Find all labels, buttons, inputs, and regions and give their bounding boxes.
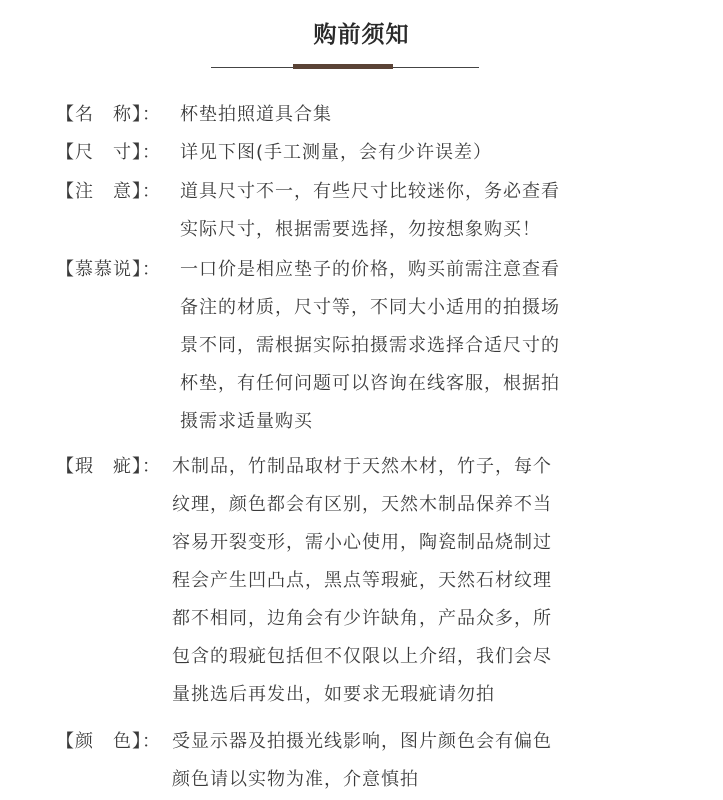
section-text-line: 实际尺寸，根据需要选择，勿按想象购买！ <box>180 219 541 240</box>
section-text-line: 景不同，需根据实际拍摄需求选择合适尺寸的 <box>180 335 560 356</box>
section-text-line: 杯垫，有任何问题可以咨询在线客服，根据拍 <box>180 373 560 394</box>
section-text-line: 容易开裂变形，需小心使用，陶瓷制品烧制过 <box>172 532 552 553</box>
section-text-line: 受显示器及拍摄光线影响，图片颜色会有偏色 <box>172 731 552 752</box>
section-text-line: 木制品，竹制品取材于天然木材，竹子，每个 <box>172 456 552 477</box>
page-title: 购前须知 <box>313 22 410 48</box>
section-text-line: 备注的材质，尺寸等，不同大小适用的拍摄场 <box>180 297 560 318</box>
section-text-line: 详见下图(手工测量，会有少许误差） <box>180 142 493 163</box>
section-text-line: 量挑选后再发出，如要求无瑕疵请勿拍 <box>172 684 495 705</box>
section-label: 【慕慕说】： <box>56 259 161 280</box>
section-label: 【注 意】： <box>56 181 161 202</box>
section-label: 【瑕 疵】： <box>56 456 161 477</box>
title-divider-accent <box>293 64 393 69</box>
section-text-line: 包含的瑕疵包括但不仅限以上介绍，我们会尽 <box>172 646 552 667</box>
section-text-line: 一口价是相应垫子的价格，购买前需注意查看 <box>180 259 560 280</box>
section-text-line: 都不相同，边角会有少许缺角，产品众多，所 <box>172 608 552 629</box>
section-text-line: 道具尺寸不一，有些尺寸比较迷你，务必查看 <box>180 181 560 202</box>
section-text-line: 颜色请以实物为准，介意慎拍 <box>172 769 419 790</box>
section-text-line: 杯垫拍照道具合集 <box>180 104 332 125</box>
section-text-line: 纹理，颜色都会有区别，天然木制品保养不当 <box>172 494 552 515</box>
section-label: 【名 称】： <box>56 104 161 125</box>
section-text-line: 程会产生凹凸点，黑点等瑕疵，天然石材纹理 <box>172 570 552 591</box>
section-text-line: 摄需求适量购买 <box>180 411 313 432</box>
section-label: 【颜 色】： <box>56 731 161 752</box>
section-label: 【尺 寸】： <box>56 142 161 163</box>
